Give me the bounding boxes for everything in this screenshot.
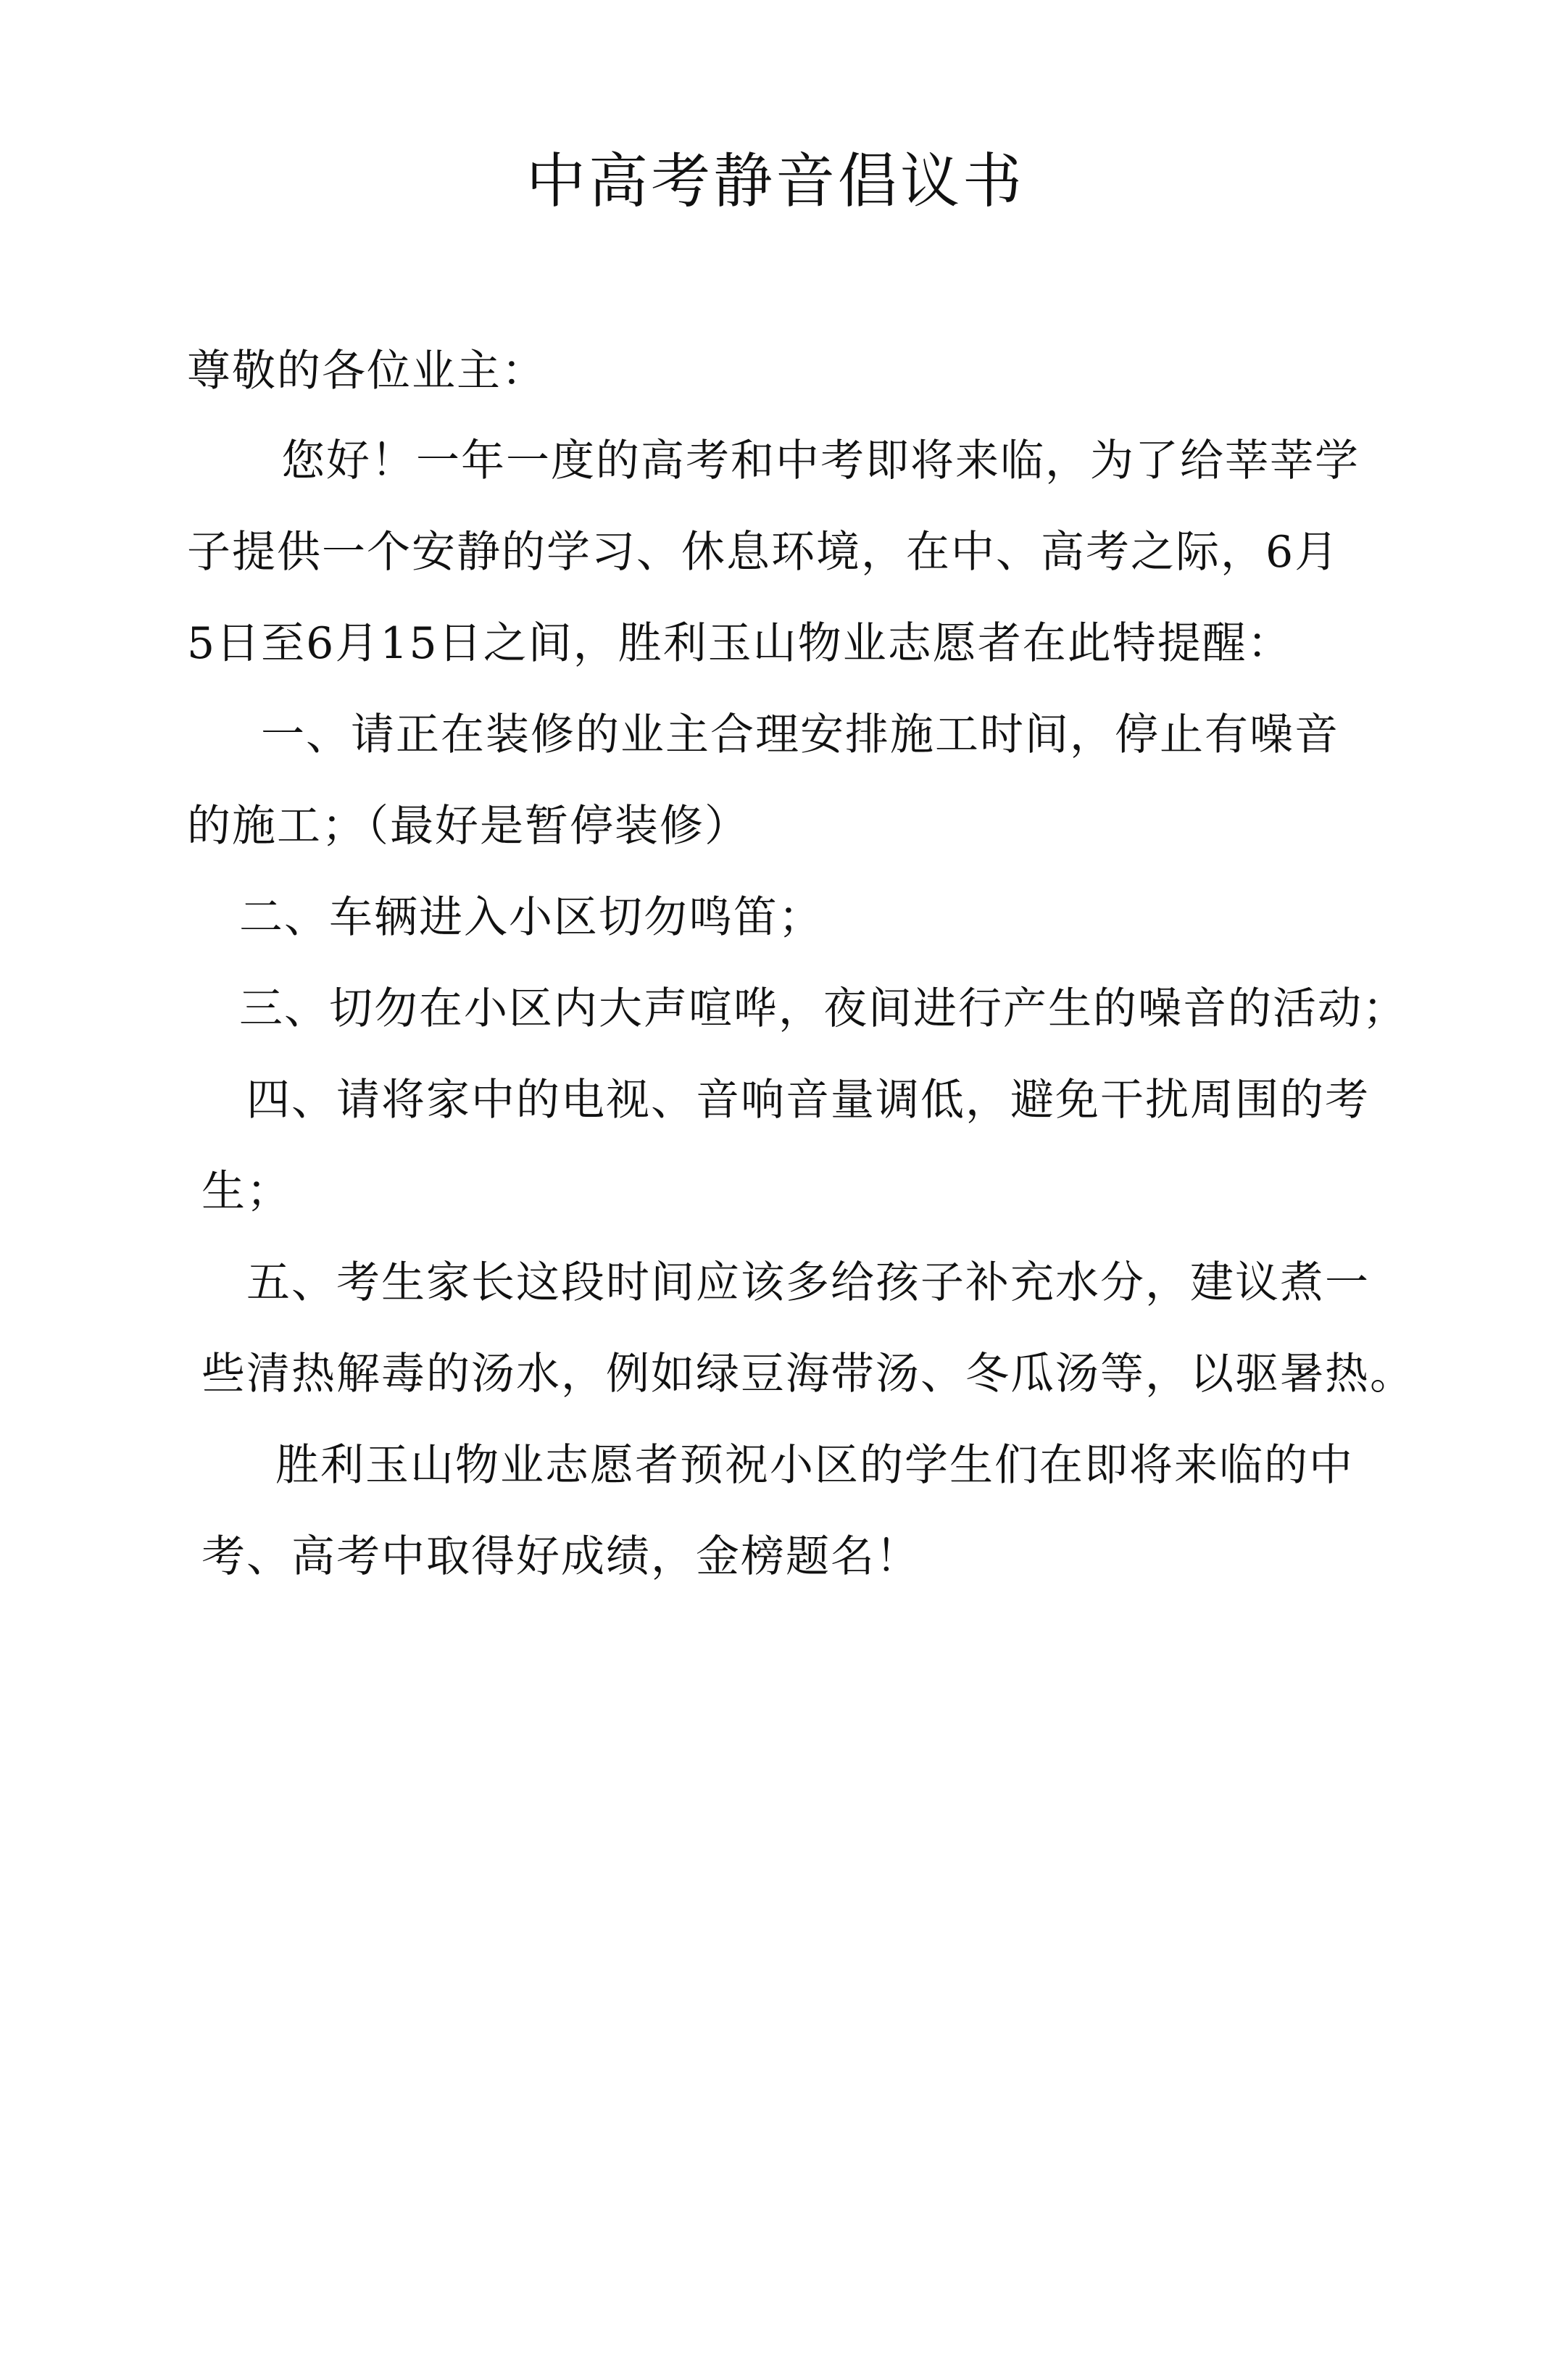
item-1-line-1: 一、请正在装修的业主合理安排施工时间，停止有噪音 xyxy=(261,710,1339,760)
closing-line-2: 考、高考中取得好成绩，金榜题名！ xyxy=(201,1531,920,1582)
body-line-3: 5日至6月15日之间，胜利玉山物业志愿者在此特提醒： xyxy=(187,618,1292,669)
item-2: 二、车辆进入小区切勿鸣笛； xyxy=(239,892,823,943)
document-title: 中高考静音倡议书 xyxy=(525,147,1025,216)
item-1-line-2: 的施工；（最好是暂停装修） xyxy=(187,801,749,852)
body-line-1: 您好！一年一度的高考和中考即将来临，为了给莘莘学 xyxy=(281,436,1360,486)
item-5-line-1: 五、考生家长这段时间应该多给孩子补充水分，建议煮一 xyxy=(246,1257,1370,1308)
salutation: 尊敬的各位业主： xyxy=(187,346,546,396)
item-3: 三、切勿在小区内大声喧哗，夜间进行产生的噪音的活动； xyxy=(239,983,1407,1034)
item-4-line-1: 四、请将家中的电视、音响音量调低，避免干扰周围的考 xyxy=(246,1075,1370,1125)
body-line-2: 子提供一个安静的学习、休息环境，在中、高考之际，6月 xyxy=(187,527,1340,578)
closing-line-1: 胜利玉山物业志愿者预祝小区的学生们在即将来临的中 xyxy=(275,1440,1354,1491)
item-4-line-2: 生； xyxy=(201,1166,291,1217)
item-5-line-2: 些清热解毒的汤水，例如绿豆海带汤、冬瓜汤等，以驱暑热。 xyxy=(201,1349,1415,1399)
